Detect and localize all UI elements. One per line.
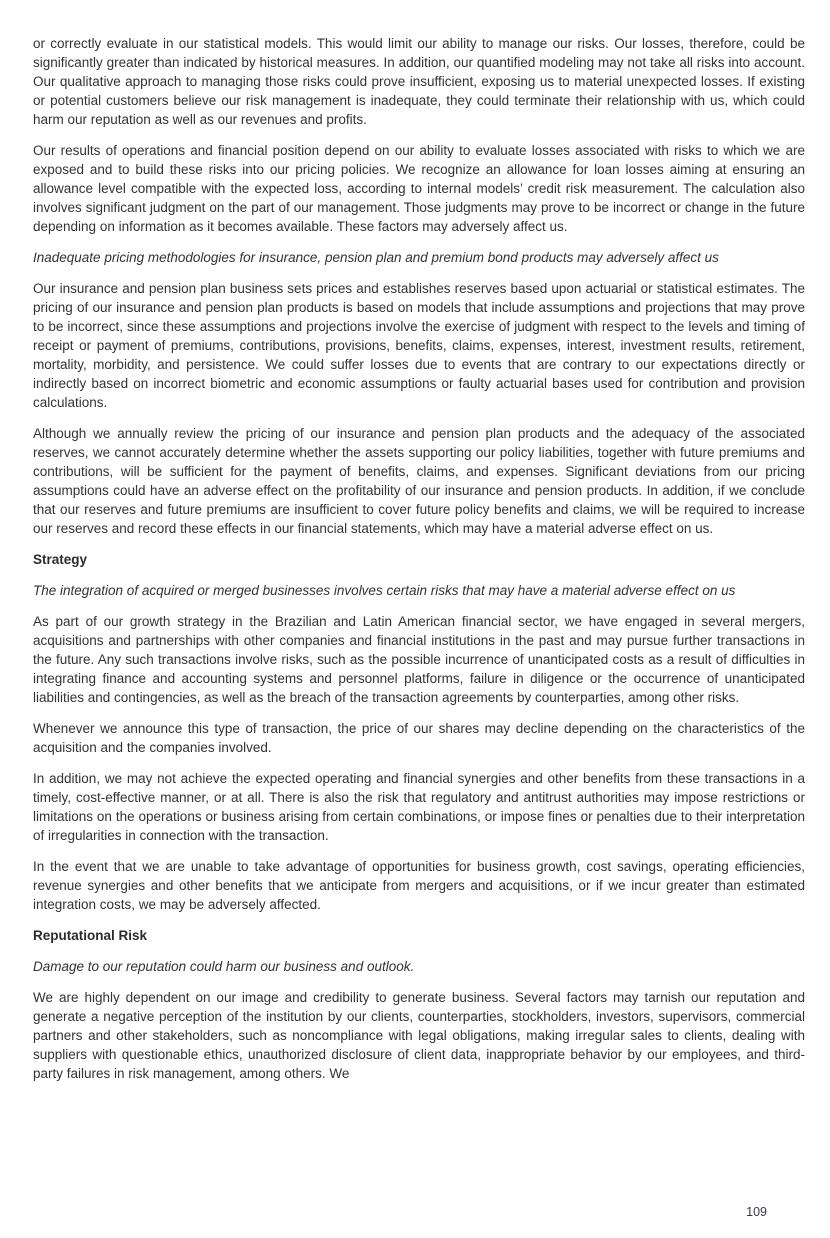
paragraph-share-price-decline: Whenever we announce this type of transaction, the price of our shares may decline depending on the characteristics of the acquisition and the companies involved.: [33, 721, 805, 755]
section-heading-reputational-risk: Reputational Risk: [33, 928, 148, 943]
paragraph-loan-loss-allowance: Our results of operations and financial position depend on our ability to evaluate losses associated with risks to which we are exposed and to build these risks into our pricing policies. We recognize an allowance for loan losses aiming at ensuring an allowance level compatible with the expected loss, according to internal models’ credit risk measurement. The calculation also involves significant judgment on the part of our management. Those judgments may prove to be incorrect or change in the future depending on information as it becomes available. These factors may adversely affect us.: [33, 143, 805, 234]
subheading-integration-risks: The integration of acquired or merged businesses involves certain risks that may have a material adverse effect on us: [33, 583, 736, 598]
paragraph-insurance-pricing-models: Our insurance and pension plan business sets prices and establishes reserves based upon actuarial or statistical estimates. The pricing of our insurance and pension plan products is based on models that include assumptions and projections that may prove to be incorrect, since these assumptions and projections involve the exercise of judgment with respect to the levels and timing of receipt or payment of premiums, contributions, provisions, benefits, claims, expenses, interest, investment results, retirement, mortality, morbidity, and persistence. We could suffer losses due to events that are contrary to our expectations directly or indirectly based on incorrect biometric and economic assumptions or faulty actuarial bases used for contribution and provision calculations.: [33, 281, 805, 410]
page-number: 109: [746, 1205, 767, 1219]
subheading-reputation-damage: Damage to our reputation could harm our business and outlook.: [33, 959, 415, 974]
paragraph-synergies-risk: In addition, we may not achieve the expected operating and financial synergies and other benefits from these transactions in a timely, cost-effective manner, or at all. There is also the risk that regulatory and antitrust authorities may impose restrictions or limitations on the operations or business arising from certain combinations, or impose fines or penalties due to their interpretation of irregularities in connection with the transaction.: [33, 771, 805, 843]
paragraph-annual-pricing-review: Although we annually review the pricing of our insurance and pension plan products and the adequacy of the associated reserves, we cannot accurately determine whether the assets supporting our policy liabilities, together with future premiums and contributions, will be sufficient for the payment of benefits, claims, and expenses. Significant deviations from our pricing assumptions could have an adverse effect on the profitability of our insurance and pension products. In addition, if we conclude that our reserves and future premiums are insufficient to cover future policy benefits and claims, we will be required to increase our reserves and record these effects in our financial statements, which may have a material adverse effect on us.: [33, 426, 805, 536]
paragraph-image-credibility: We are highly dependent on our image and credibility to generate business. Several factors may tarnish our reputation and generate a negative perception of the institution by our clients, counterparties, stockholders, investors, supervisors, commercial partners and other stakeholders, such as noncompliance with legal obligations, making irregular sales to clients, dealing with suppliers with questionable ethics, unauthorized disclosure of client data, inappropriate behavior by our employees, and third-party failures in risk management, among others. We: [33, 990, 805, 1081]
section-heading-strategy: Strategy: [33, 552, 88, 567]
paragraph-growth-strategy: As part of our growth strategy in the Brazilian and Latin American financial sector, we have engaged in several mergers, acquisitions and partnerships with other companies and financial institutions in the past and may pursue further transactions in the future. Any such transactions involve risks, such as the possible incurrence of unanticipated costs as a result of difficulties in integrating finance and accounting systems and personnel platforms, failure in diligence or the occurrence of unanticipated liabilities and contingencies, as well as the breach of the transaction agreements by counterparties, among other risks.: [33, 614, 805, 705]
paragraph-integration-costs: In the event that we are unable to take advantage of opportunities for business growth, cost savings, operating efficiencies, revenue synergies and other benefits that we anticipate from mergers and acquisitions, or if we incur greater than estimated integration costs, we may be adversely affected.: [33, 859, 805, 912]
paragraph-risk-models: or correctly evaluate in our statistical models. This would limit our ability to manage our risks. Our losses, therefore, could be significantly greater than indicated by historical measures. In addition, our quantified modeling may not take all risks into account. Our qualitative approach to managing those risks could prove insufficient, exposing us to material unexpected losses. If existing or potential customers believe our risk management is inadequate, they could terminate their relationship with us, which could harm our reputation as well as our revenues and profits.: [33, 36, 805, 127]
subheading-inadequate-pricing: Inadequate pricing methodologies for insurance, pension plan and premium bond products may adversely affect us: [33, 250, 719, 265]
